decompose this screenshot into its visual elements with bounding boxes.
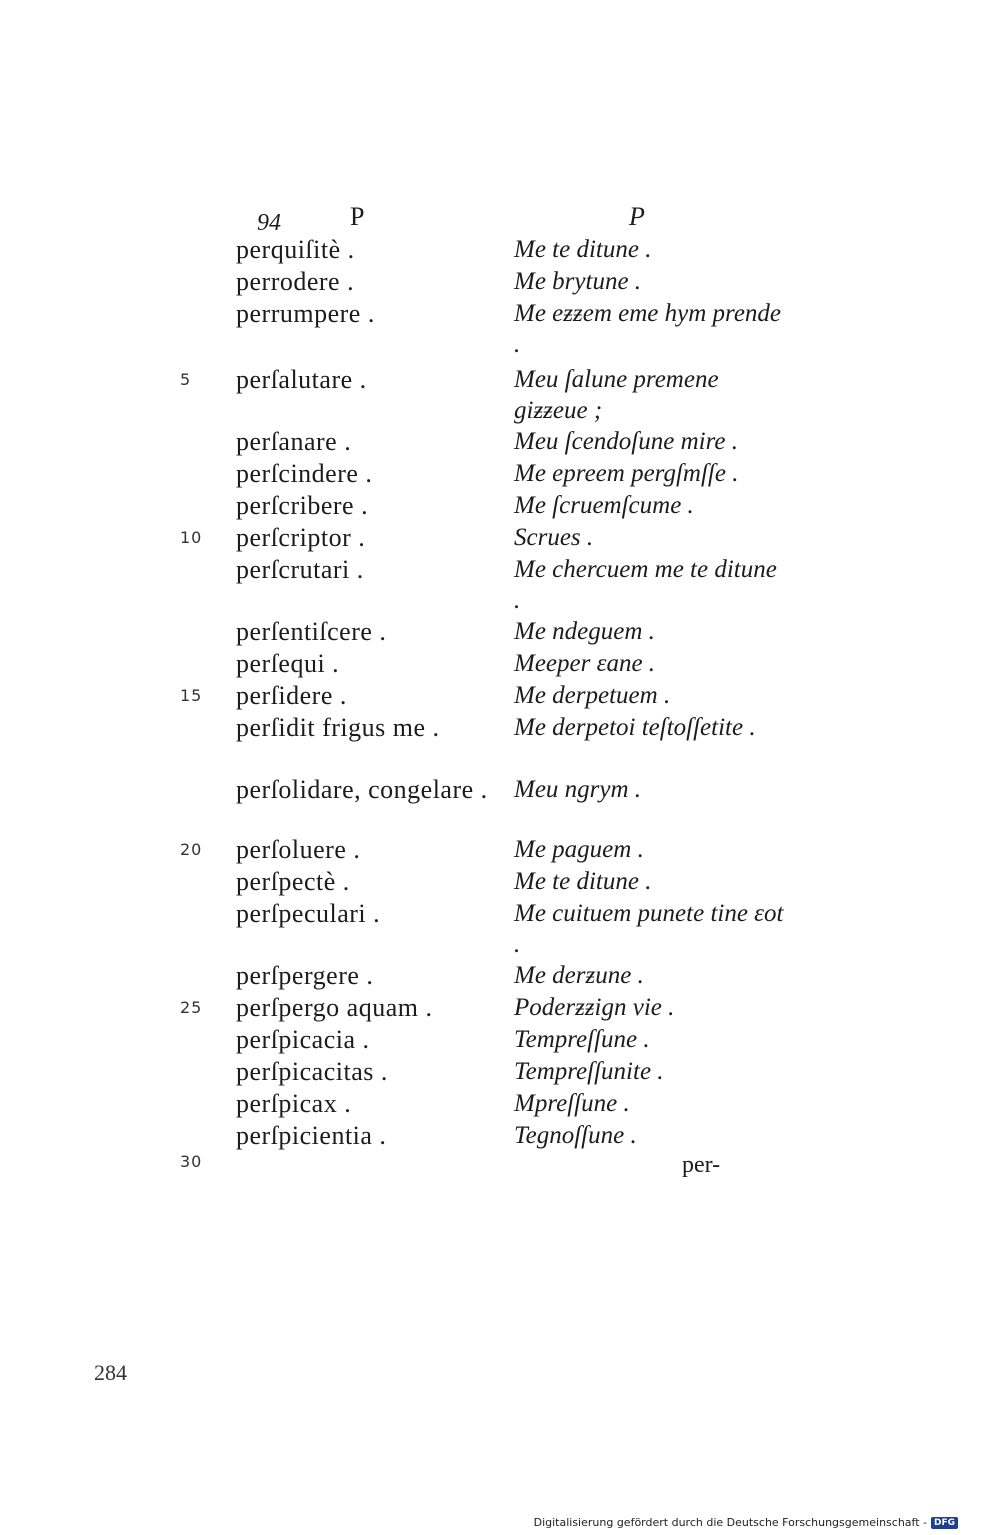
albanian-translation: Me derpetoi teſtoſſetite . (514, 714, 756, 741)
latin-headword: perſalutare . (236, 365, 367, 394)
header-letter-left: P (350, 202, 365, 231)
albanian-translation: Poderƶƶign vie . (514, 994, 675, 1021)
dictionary-entry (0, 1024, 1000, 1056)
dictionary-entry (0, 298, 1000, 358)
line-number: 5 (180, 370, 192, 389)
dictionary-entry (0, 992, 1000, 1024)
dictionary-entry (0, 266, 1000, 298)
latin-headword: perſpicacitas . (236, 1057, 388, 1086)
dictionary-entry (0, 1056, 1000, 1088)
latin-headword: perſpicientia . (236, 1121, 387, 1150)
line-number: 20 (180, 840, 203, 859)
latin-headword: perrodere . (236, 267, 355, 296)
dictionary-entry (0, 554, 1000, 614)
dictionary-entry (0, 898, 1000, 958)
albanian-translation: Me ſcruemſcume . (514, 492, 694, 519)
albanian-translation: Me derƶune . (514, 962, 644, 989)
albanian-translation: Me eƶƶem eme hym prende . (514, 300, 782, 358)
latin-headword: perſcribere . (236, 491, 369, 520)
latin-headword: perſoluere . (236, 835, 361, 864)
latin-headword: perſidere . (236, 681, 347, 710)
line-number: 25 (180, 998, 203, 1017)
line-number: 10 (180, 528, 203, 547)
latin-headword: perſanare . (236, 427, 352, 456)
albanian-translation: Me epreem pergſmſſe . (514, 460, 739, 487)
albanian-translation: Me te ditune . (514, 868, 652, 895)
dictionary-entry (0, 522, 1000, 554)
albanian-translation: Me brytune . (514, 268, 642, 295)
footer-text: Digitalisierung gefördert durch die Deutsche Forschungsgemeinschaft - (533, 1516, 927, 1529)
latin-headword: perſpergo aquam . (236, 993, 433, 1022)
line-number: 30 (180, 1152, 203, 1171)
albanian-translation: Tempreſſunite . (514, 1058, 664, 1085)
albanian-translation: Meeper εane . (514, 650, 656, 677)
dictionary-entry (0, 866, 1000, 898)
dictionary-entry (0, 960, 1000, 992)
latin-headword: perſpicacia . (236, 1025, 370, 1054)
dictionary-entry (0, 426, 1000, 458)
dfg-logo: DFG (931, 1517, 958, 1529)
albanian-translation: Me chercuem me te ditune . (514, 556, 777, 614)
latin-headword: perrumpere . (236, 299, 375, 328)
latin-headword: perſidit frigus me . (236, 713, 440, 742)
dictionary-entry (0, 834, 1000, 866)
dictionary-entry (0, 234, 1000, 266)
albanian-translation: Scrues . (514, 524, 594, 551)
albanian-translation: Me paguem . (514, 836, 644, 863)
dictionary-entry (0, 648, 1000, 680)
line-number: 15 (180, 686, 203, 705)
latin-headword: perquiſitè . (236, 235, 355, 264)
albanian-translation: Tempreſſune . (514, 1026, 650, 1053)
latin-headword: perſolidare, congelare . (236, 775, 488, 804)
dictionary-entry (0, 712, 1000, 744)
dictionary-entry (0, 680, 1000, 712)
digitization-footer (534, 1516, 958, 1529)
albanian-translation: Tegnoſſune . (514, 1122, 637, 1149)
catchword: per- (682, 1152, 721, 1178)
folio-number: 284 (94, 1360, 127, 1385)
page-number-top: 94 (257, 210, 281, 236)
albanian-translation: Me te ditune . (514, 236, 652, 263)
latin-headword: perſcrutari . (236, 555, 364, 584)
albanian-translation: Meu ſcendoſune mire . (514, 428, 738, 455)
dictionary-entry (0, 458, 1000, 490)
albanian-translation: Meu ngrym . (514, 776, 642, 803)
dictionary-entry (0, 1120, 1000, 1152)
header-letter-right: P (629, 202, 645, 231)
dictionary-entry (0, 364, 1000, 424)
dictionary-entry (0, 616, 1000, 648)
latin-headword: perſpergere . (236, 961, 374, 990)
dictionary-entry (0, 1088, 1000, 1120)
dictionary-entry (0, 490, 1000, 522)
albanian-translation: Me ndeguem . (514, 618, 655, 645)
latin-headword: perſequi . (236, 649, 340, 678)
latin-headword: perſcindere . (236, 459, 373, 488)
latin-headword: perſcriptor . (236, 523, 366, 552)
albanian-translation: Mpreſſune . (514, 1090, 630, 1117)
albanian-translation: Me cuituem punete tine εot . (514, 900, 784, 958)
albanian-translation: Meu ſalune premene giƶƶeue ; (514, 366, 719, 424)
latin-headword: perſentiſcere . (236, 617, 387, 646)
latin-headword: perſpeculari . (236, 899, 381, 928)
dictionary-entry (0, 774, 1000, 806)
albanian-translation: Me derpetuem . (514, 682, 671, 709)
latin-headword: perſpectè . (236, 867, 350, 896)
latin-headword: perſpicax . (236, 1089, 352, 1118)
